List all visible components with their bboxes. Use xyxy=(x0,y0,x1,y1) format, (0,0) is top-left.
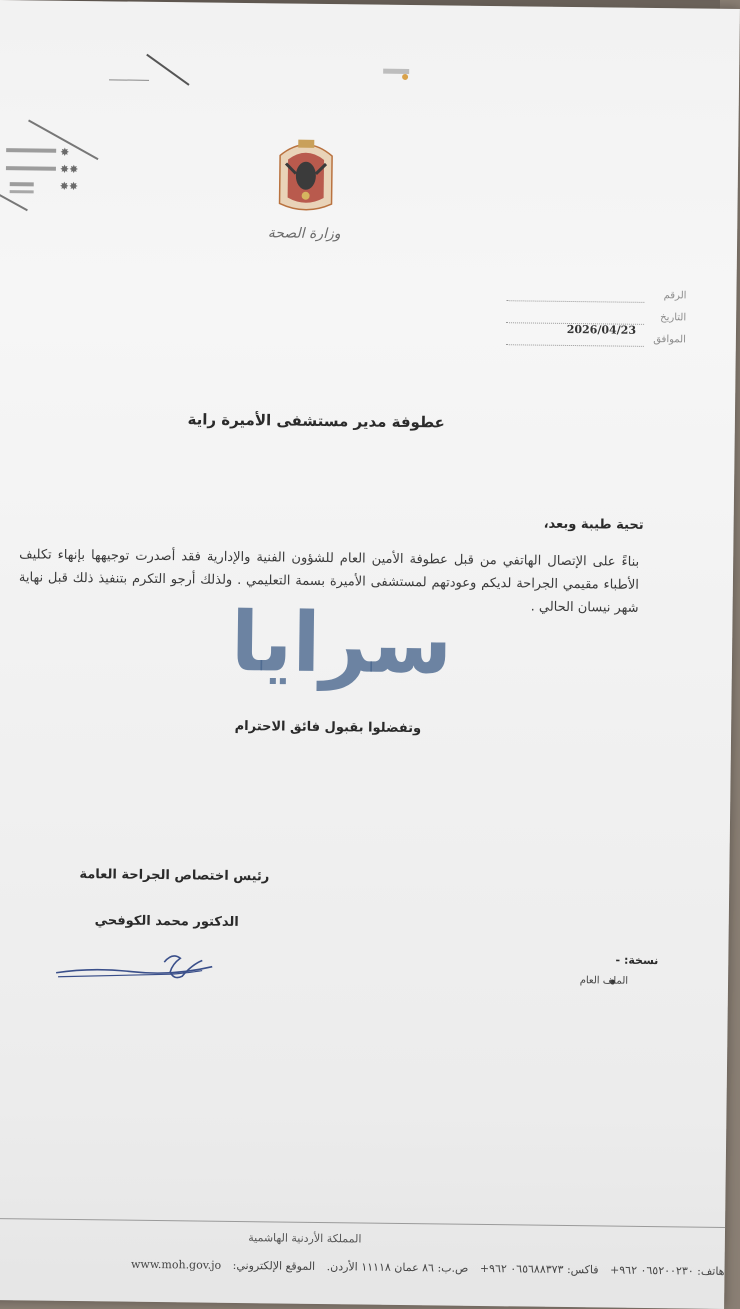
footer-kingdom-name: المملكة الأردنية الهاشمية xyxy=(248,1231,362,1246)
footer-pobox: ص.ب: ٨٦ عمان ١١١١٨ الأردن. xyxy=(326,1260,469,1275)
small-crest-icon xyxy=(379,63,419,83)
footer-fax: فاكس: ٠٦٥٦٨٨٣٧٣ ٩٦٢+ xyxy=(479,1261,599,1277)
svg-text:✸: ✸ xyxy=(60,145,70,159)
addressee-line: عطوفة مدير مستشفى الأميرة راية xyxy=(187,410,445,432)
faint-mark xyxy=(109,79,149,80)
dotted-line xyxy=(506,344,644,347)
footer-website: www.moh.gov.jo xyxy=(130,1257,222,1272)
reference-number-label: الرقم xyxy=(663,290,687,302)
dotted-line xyxy=(506,300,644,303)
handwritten-signature xyxy=(52,941,223,993)
svg-text:✸✸: ✸✸ xyxy=(59,179,79,193)
copy-recipient-item: الملف العام xyxy=(579,975,629,987)
corresponding-date-label: الموافق xyxy=(653,334,686,346)
letter-body-paragraph: بناءً على الإتصال الهاتفي من قبل عطوفة الأمين العام للشؤون الفنية والإدارية فقد أصدرت توجيهها بإنهاء تكليف الأطباء مقيمي الجراحة لديكم وعودتهم لمستشفى الأميرة بسمة التعليمي . ولذلك أرجو التكرم بتنفيذ ذلك قبل نهاية شهر نيسان الحالي . xyxy=(18,547,640,616)
footer-phone: هاتف: ٠٦٥٢٠٠٢٣٠ ٩٦٢+ xyxy=(609,1263,725,1278)
copies-label: نسخة: - xyxy=(615,953,659,968)
date-label: التاريخ xyxy=(660,312,687,324)
signatory-name: الدكتور محمد الكوفحي xyxy=(94,913,239,930)
pen-stroke-mark xyxy=(146,54,189,86)
footer-website-label: الموقع الإلكتروني: xyxy=(232,1258,316,1273)
closing-line: وتفضلوا بقبول فائق الاحترام xyxy=(234,718,422,737)
sarayanews-watermark: سرايا xyxy=(230,594,453,693)
signatory-title: رئيس اختصاص الجراحة العامة xyxy=(79,867,270,885)
corresponding-date-field xyxy=(506,322,686,356)
svg-text:✸✸: ✸✸ xyxy=(59,162,79,176)
accreditation-stars-icon xyxy=(0,110,109,211)
footer-divider xyxy=(0,1218,725,1228)
jordan-coat-of-arms-icon xyxy=(273,133,338,214)
ministry-name: وزارة الصحة xyxy=(267,225,341,243)
greeting-line: تحية طيبة وبعد، xyxy=(543,516,644,533)
footer-contact-line xyxy=(0,1256,725,1278)
reference-number-field xyxy=(506,288,686,312)
corresponding-date-value: 2026/04/23 xyxy=(566,322,637,337)
